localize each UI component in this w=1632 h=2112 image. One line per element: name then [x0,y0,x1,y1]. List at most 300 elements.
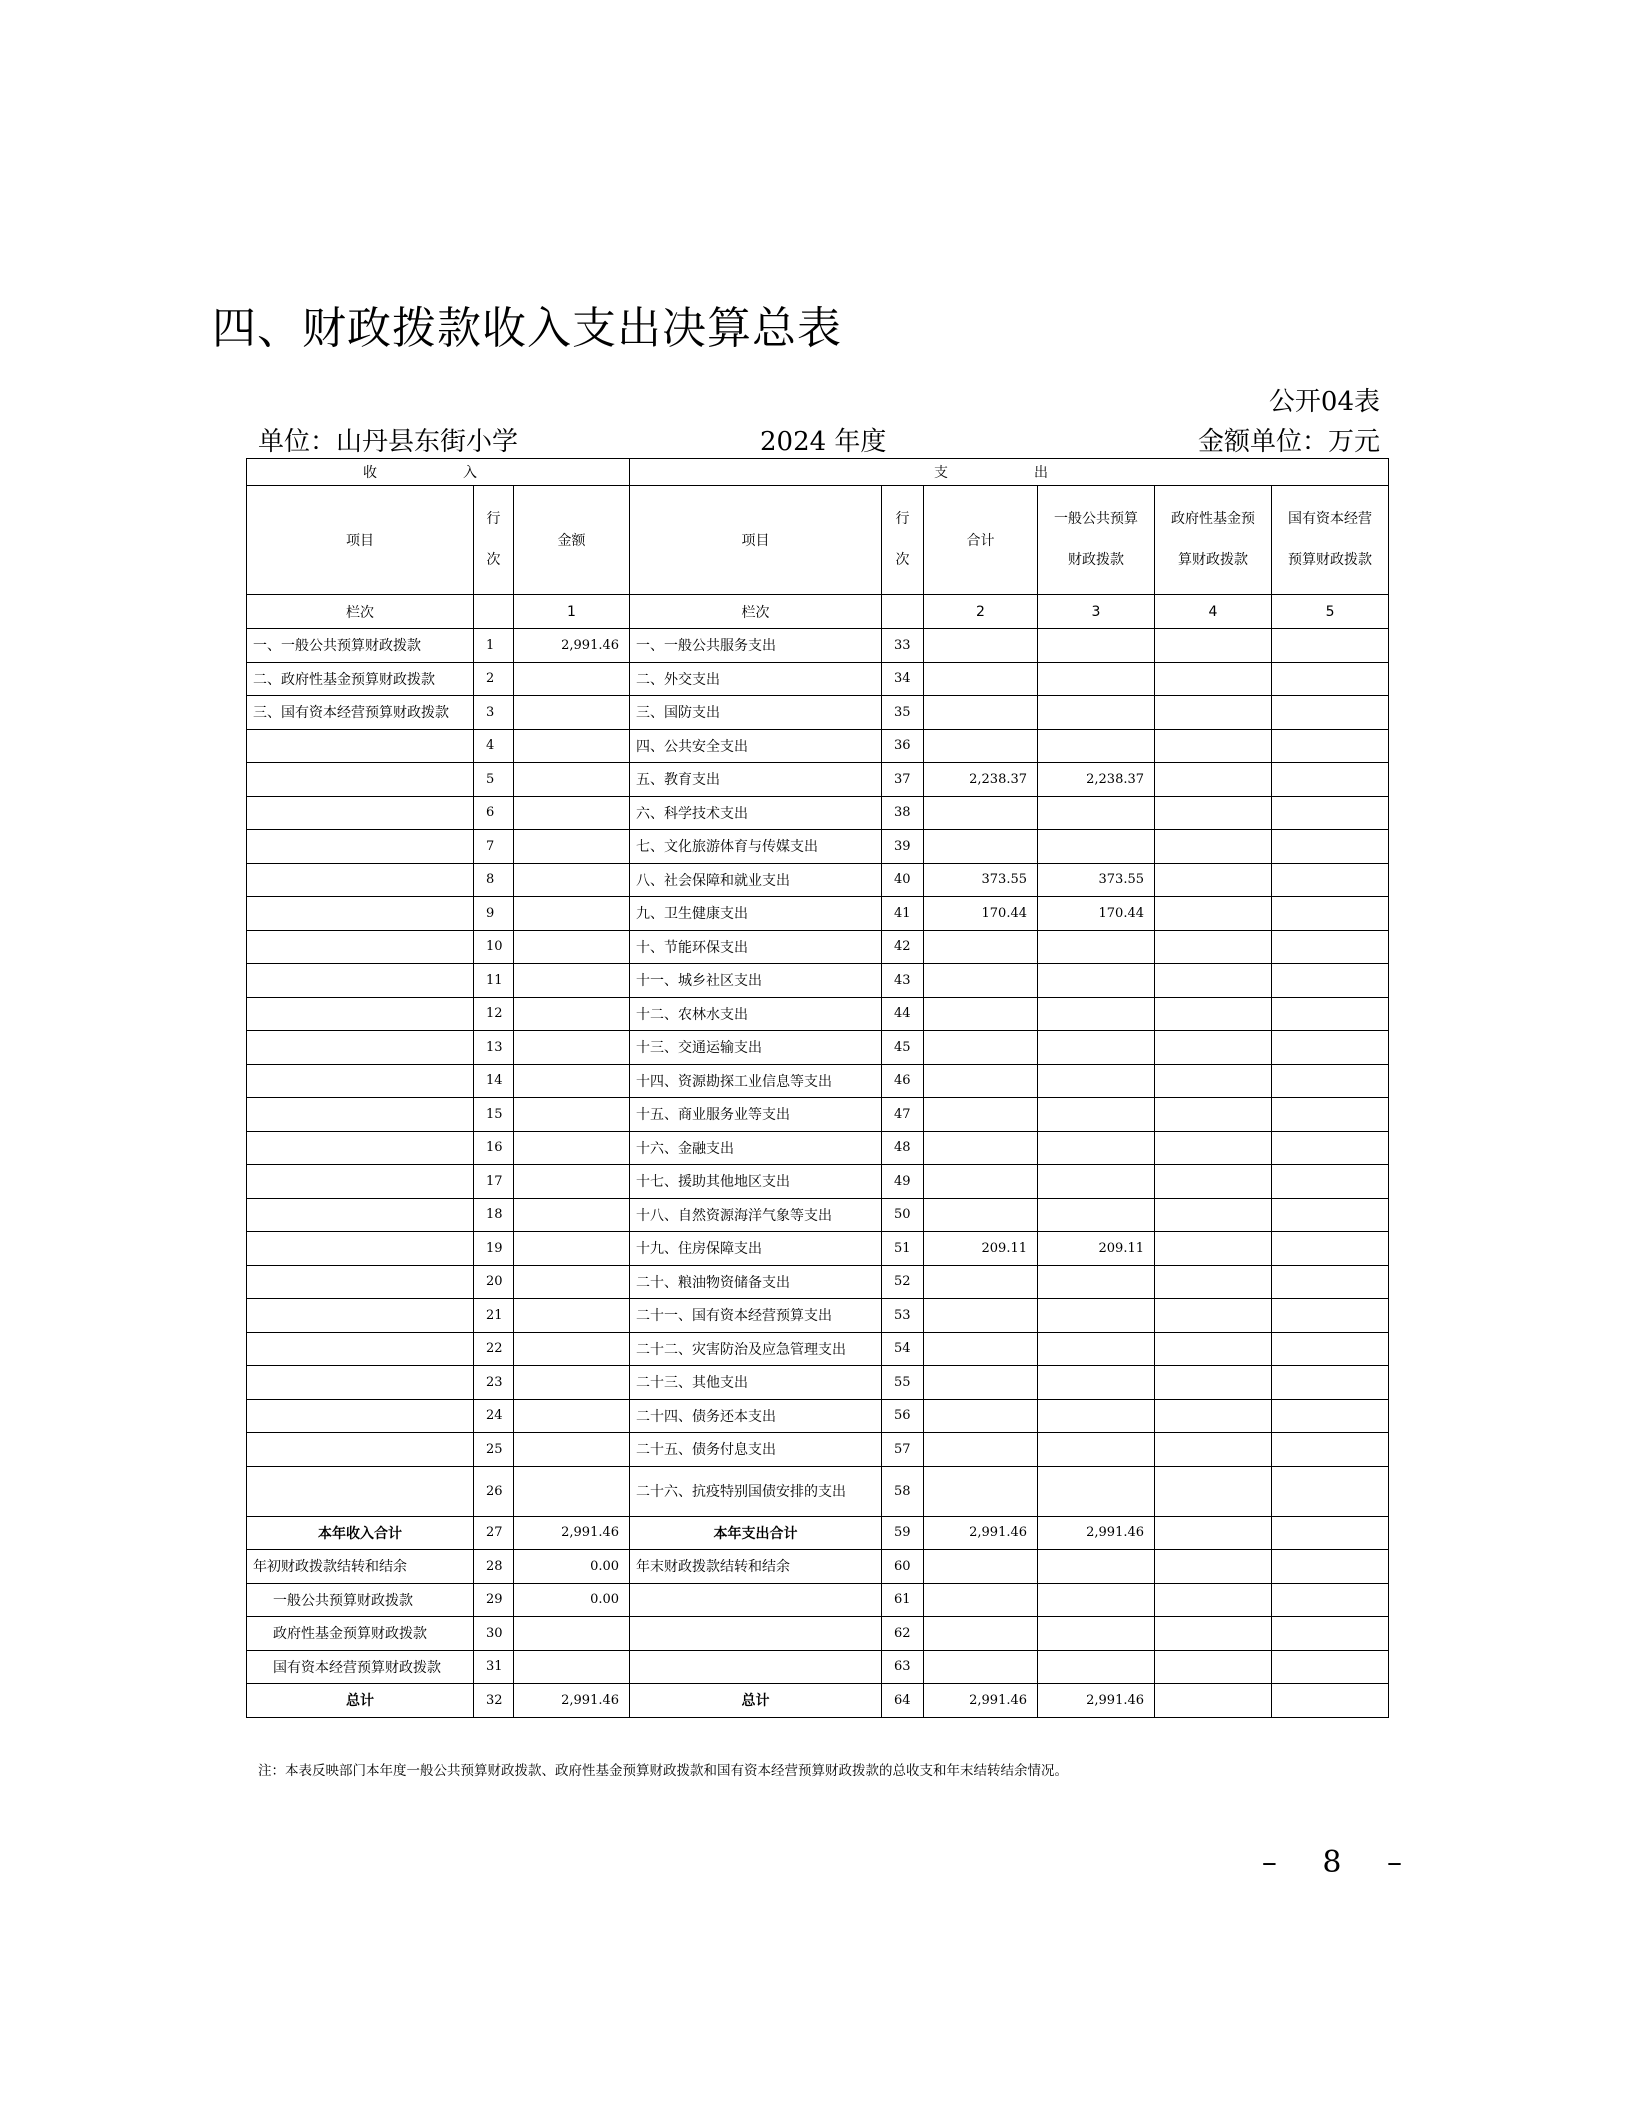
expense-general [1038,1265,1155,1299]
income-row-no: 6 [474,796,514,830]
income-row-no: 11 [474,964,514,998]
income-item [247,763,474,797]
expense-general [1038,830,1155,864]
expense-state [1272,830,1389,864]
table-row [247,863,1389,897]
expense-item: 十五、商业服务业等支出 [630,1098,882,1132]
expense-state [1272,629,1389,663]
expense-row-no: 39 [882,830,924,864]
income-amount [514,1131,630,1165]
expense-fund [1155,1064,1272,1098]
expense-state [1272,1031,1389,1065]
state-capital-header: 国有资本经营 预算财政拨款 [1272,486,1389,595]
income-amount [514,662,630,696]
expense-item: 二、外交支出 [630,662,882,696]
expense-general [1038,1466,1155,1516]
table-row [247,763,1389,797]
section-header-row [247,459,1389,486]
income-item [247,1399,474,1433]
income-item [247,1433,474,1467]
grand-total-row: 总计 32 2,991.46 总计 64 2,991.46 2,991.46 [247,1684,1389,1718]
income-amount [514,964,630,998]
expense-general [1038,1198,1155,1232]
expense-general [1038,1064,1155,1098]
expense-row-no: 58 [882,1466,924,1516]
table-row [247,1399,1389,1433]
expense-total [924,1265,1038,1299]
grand-expense-label: 总计 [630,1684,882,1718]
expense-item: 十三、交通运输支出 [630,1031,882,1065]
seq-label: 栏次 [630,595,882,629]
expense-item: 九、卫生健康支出 [630,897,882,931]
table-row [247,1433,1389,1467]
income-section-header: 收 入 [247,459,630,486]
expense-total: 170.44 [924,897,1038,931]
expense-item: 十一、城乡社区支出 [630,964,882,998]
expense-row-no: 42 [882,930,924,964]
table-row [247,964,1389,998]
table-row [247,930,1389,964]
table-note: 注：本表反映部门本年度一般公共预算财政拨款、政府性基金预算财政拨款和国有资本经营预算财政拨款的总收支和年末结转结余情况。 [258,1763,1068,1779]
expense-item: 十八、自然资源海洋气象等支出 [630,1198,882,1232]
expense-row-no: 57 [882,1433,924,1467]
expense-total [924,1399,1038,1433]
income-item [247,997,474,1031]
expense-row-no: 50 [882,1198,924,1232]
expense-fund [1155,1165,1272,1199]
income-item [247,729,474,763]
income-row-no: 24 [474,1399,514,1433]
expense-general [1038,1299,1155,1333]
expense-item: 十、节能环保支出 [630,930,882,964]
finance-table [246,458,1389,1718]
expense-state [1272,1232,1389,1266]
table-row [247,997,1389,1031]
expense-general [1038,1332,1155,1366]
expense-row-no: 38 [882,796,924,830]
expense-total [924,696,1038,730]
expense-row-no: 45 [882,1031,924,1065]
expense-fund [1155,796,1272,830]
expense-total [924,1131,1038,1165]
income-item [247,1265,474,1299]
table-row [247,1366,1389,1400]
income-row-no: 15 [474,1098,514,1132]
income-amount [514,1098,630,1132]
expense-fund [1155,830,1272,864]
income-item [247,863,474,897]
expense-total [924,1064,1038,1098]
expense-general [1038,1165,1155,1199]
expense-general [1038,696,1155,730]
expense-state [1272,1299,1389,1333]
expense-general [1038,997,1155,1031]
expense-fund [1155,1265,1272,1299]
income-amount-header: 金额 [514,486,630,595]
expense-fund [1155,696,1272,730]
expense-general [1038,796,1155,830]
form-number: 公开04表 [1268,387,1380,417]
income-amount [514,1064,630,1098]
income-amount [514,997,630,1031]
expense-state [1272,696,1389,730]
expense-total [924,796,1038,830]
expense-row-no: 54 [882,1332,924,1366]
balance-general-row: 一般公共预算财政拨款 29 0.00 61 [247,1583,1389,1617]
expense-total [924,1433,1038,1467]
table-row [247,1098,1389,1132]
income-item: 三、国有资本经营预算财政拨款 [247,696,474,730]
table-row [247,1332,1389,1366]
expense-item: 二十、粮油物资储备支出 [630,1265,882,1299]
expense-general [1038,1433,1155,1467]
seq-5: 5 [1272,595,1389,629]
expense-fund [1155,863,1272,897]
expense-fund [1155,1098,1272,1132]
income-amount [514,763,630,797]
table-row [247,1265,1389,1299]
expense-fund [1155,964,1272,998]
expense-row-no: 55 [882,1366,924,1400]
expense-row-no: 56 [882,1399,924,1433]
expense-row-no: 36 [882,729,924,763]
expense-fund [1155,1433,1272,1467]
column-header-row [247,486,1389,595]
expense-fund [1155,930,1272,964]
income-row-no: 19 [474,1232,514,1266]
expense-fund [1155,1198,1272,1232]
expense-state [1272,1131,1389,1165]
income-row-no: 9 [474,897,514,931]
expense-state [1272,1265,1389,1299]
expense-state [1272,997,1389,1031]
table-meta [258,421,1380,455]
income-amount [514,1466,630,1516]
income-row-no: 18 [474,1198,514,1232]
income-row-no: 10 [474,930,514,964]
expense-item: 十六、金融支出 [630,1131,882,1165]
income-amount [514,1299,630,1333]
year-label: 2024 年度 [760,427,887,457]
table-row [247,696,1389,730]
expense-row-no: 34 [882,662,924,696]
table-row [247,796,1389,830]
expense-total-header: 合计 [924,486,1038,595]
expense-general: 170.44 [1038,897,1155,931]
expense-general [1038,1031,1155,1065]
income-row-no: 3 [474,696,514,730]
expense-item: 十二、农林水支出 [630,997,882,1031]
table-row [247,1131,1389,1165]
income-row-no: 25 [474,1433,514,1467]
expense-state [1272,662,1389,696]
unit-label: 单位：山丹县东街小学 [258,427,519,457]
income-item [247,1299,474,1333]
income-item [247,1131,474,1165]
year-total-row: 本年收入合计 27 2,991.46 本年支出合计 59 2,991.46 2,991.46 [247,1516,1389,1550]
expense-general: 2,238.37 [1038,763,1155,797]
fund-budget-header: 政府性基金预 算财政拨款 [1155,486,1272,595]
year-income-total-label: 本年收入合计 [247,1516,474,1550]
expense-state [1272,930,1389,964]
table-row [247,1165,1389,1199]
income-amount [514,1198,630,1232]
income-amount [514,1165,630,1199]
expense-row-no: 47 [882,1098,924,1132]
income-item [247,1198,474,1232]
expense-item: 三、国防支出 [630,696,882,730]
table-row [247,662,1389,696]
expense-state [1272,729,1389,763]
income-item [247,1232,474,1266]
expense-total: 209.11 [924,1232,1038,1266]
expense-total [924,729,1038,763]
income-amount [514,796,630,830]
expense-item: 十九、住房保障支出 [630,1232,882,1266]
income-amount [514,863,630,897]
expense-row-no: 44 [882,997,924,1031]
seq-3: 3 [1038,595,1155,629]
income-row-no: 14 [474,1064,514,1098]
expense-fund [1155,763,1272,797]
table-row [247,629,1389,663]
expense-total [924,629,1038,663]
expense-total [924,662,1038,696]
expense-total [924,1031,1038,1065]
expense-state [1272,1198,1389,1232]
expense-item: 六、科学技术支出 [630,796,882,830]
balance-fund-row: 政府性基金预算财政拨款 30 62 [247,1617,1389,1651]
expense-item: 二十三、其他支出 [630,1366,882,1400]
income-amount [514,696,630,730]
expense-fund [1155,1031,1272,1065]
seq-1: 1 [514,595,630,629]
page-title: 四、财政拨款收入支出决算总表 [212,303,842,354]
expense-fund [1155,1131,1272,1165]
page-number: – 8 – [1261,1845,1420,1880]
table-row [247,1064,1389,1098]
income-row-no: 20 [474,1265,514,1299]
expense-item: 二十二、灾害防治及应急管理支出 [630,1332,882,1366]
income-row-no: 4 [474,729,514,763]
expense-row-no: 46 [882,1064,924,1098]
expense-row-no: 49 [882,1165,924,1199]
expense-fund [1155,1366,1272,1400]
expense-general [1038,629,1155,663]
income-item: 二、政府性基金预算财政拨款 [247,662,474,696]
expense-state [1272,863,1389,897]
income-row-no: 16 [474,1131,514,1165]
income-row-no: 21 [474,1299,514,1333]
expense-state [1272,1165,1389,1199]
income-item [247,964,474,998]
expense-state [1272,1098,1389,1132]
income-amount [514,930,630,964]
table-row [247,1232,1389,1266]
expense-general [1038,1131,1155,1165]
income-row-no: 12 [474,997,514,1031]
expense-item: 十七、援助其他地区支出 [630,1165,882,1199]
table-row [247,1198,1389,1232]
expense-general [1038,1098,1155,1132]
income-row-no: 8 [474,863,514,897]
expense-fund [1155,1232,1272,1266]
expense-item-header: 项目 [630,486,882,595]
expense-state [1272,763,1389,797]
expense-state [1272,1433,1389,1467]
expense-general: 209.11 [1038,1232,1155,1266]
expense-total [924,830,1038,864]
seq-2: 2 [924,595,1038,629]
expense-total [924,997,1038,1031]
expense-state [1272,964,1389,998]
expense-state [1272,897,1389,931]
expense-item: 七、文化旅游体育与传媒支出 [630,830,882,864]
expense-fund [1155,897,1272,931]
table-row [247,830,1389,864]
income-amount [514,1232,630,1266]
income-row-no: 17 [474,1165,514,1199]
income-item [247,1098,474,1132]
expense-general [1038,729,1155,763]
income-item-header: 项目 [247,486,474,595]
income-row-no: 23 [474,1366,514,1400]
expense-item: 八、社会保障和就业支出 [630,863,882,897]
expense-total [924,1299,1038,1333]
income-row-no: 13 [474,1031,514,1065]
expense-fund [1155,1399,1272,1433]
income-item [247,830,474,864]
money-unit-label: 金额单位：万元 [1197,427,1380,457]
expense-general [1038,1399,1155,1433]
expense-row-no: 48 [882,1131,924,1165]
income-amount [514,1433,630,1467]
expense-item: 二十一、国有资本经营预算支出 [630,1299,882,1333]
expense-item: 二十四、债务还本支出 [630,1399,882,1433]
expense-item: 五、教育支出 [630,763,882,797]
expense-item: 二十六、抗疫特别国债安排的支出 [630,1466,882,1516]
seq-4: 4 [1155,595,1272,629]
table-row [247,1299,1389,1333]
expense-total: 2,238.37 [924,763,1038,797]
expense-row-no: 53 [882,1299,924,1333]
expense-section-header: 支 出 [630,459,1389,486]
expense-general [1038,930,1155,964]
expense-total [924,1165,1038,1199]
expense-state [1272,1399,1389,1433]
balance-row: 年初财政拨款结转和结余 28 0.00 年末财政拨款结转和结余 60 [247,1550,1389,1584]
expense-row-no: 52 [882,1265,924,1299]
expense-item: 一、一般公共服务支出 [630,629,882,663]
expense-general [1038,662,1155,696]
income-item [247,1064,474,1098]
expense-row-no: 33 [882,629,924,663]
expense-row-no: 51 [882,1232,924,1266]
expense-item: 二十五、债务付息支出 [630,1433,882,1467]
expense-general [1038,964,1155,998]
expense-fund [1155,997,1272,1031]
income-amount [514,897,630,931]
income-row-no: 2 [474,662,514,696]
income-item [247,1165,474,1199]
seq-label: 栏次 [247,595,474,629]
income-item [247,897,474,931]
expense-row-no: 37 [882,763,924,797]
expense-state [1272,1332,1389,1366]
table-row [247,1031,1389,1065]
expense-general [1038,1366,1155,1400]
income-item [247,1366,474,1400]
expense-item: 四、公共安全支出 [630,729,882,763]
general-budget-header: 一般公共预算 财政拨款 [1038,486,1155,595]
income-row-no: 5 [474,763,514,797]
expense-fund [1155,729,1272,763]
expense-total [924,930,1038,964]
income-item [247,930,474,964]
expense-total [924,1332,1038,1366]
expense-item: 十四、资源勘探工业信息等支出 [630,1064,882,1098]
income-row-no: 1 [474,629,514,663]
expense-row-no-header: 行 次 [882,486,924,595]
table-row [247,897,1389,931]
table-row [247,729,1389,763]
income-amount [514,1265,630,1299]
income-amount [514,1031,630,1065]
expense-row-no: 41 [882,897,924,931]
year-expense-total-label: 本年支出合计 [630,1516,882,1550]
expense-state [1272,796,1389,830]
expense-fund [1155,662,1272,696]
expense-total [924,1098,1038,1132]
income-amount [514,729,630,763]
expense-total [924,1366,1038,1400]
income-row-no: 26 [474,1466,514,1516]
income-item [247,1031,474,1065]
expense-state [1272,1064,1389,1098]
balance-state-row: 国有资本经营预算财政拨款 31 63 [247,1650,1389,1684]
expense-fund [1155,1299,1272,1333]
expense-fund [1155,1466,1272,1516]
income-row-no: 7 [474,830,514,864]
expense-state [1272,1466,1389,1516]
income-amount [514,830,630,864]
column-seq-row [247,595,1389,629]
expense-fund [1155,629,1272,663]
income-item [247,1466,474,1516]
table-row [247,1466,1389,1516]
expense-total [924,964,1038,998]
expense-row-no: 43 [882,964,924,998]
income-item [247,1332,474,1366]
income-amount [514,1332,630,1366]
grand-income-label: 总计 [247,1684,474,1718]
income-item [247,796,474,830]
income-amount: 2,991.46 [514,629,630,663]
income-row-no-header: 行 次 [474,486,514,595]
expense-row-no: 40 [882,863,924,897]
expense-fund [1155,1332,1272,1366]
expense-total [924,1466,1038,1516]
income-row-no: 22 [474,1332,514,1366]
income-amount [514,1366,630,1400]
expense-state [1272,1366,1389,1400]
income-item: 一、一般公共预算财政拨款 [247,629,474,663]
income-amount [514,1399,630,1433]
expense-row-no: 35 [882,696,924,730]
expense-general: 373.55 [1038,863,1155,897]
expense-total: 373.55 [924,863,1038,897]
expense-total [924,1198,1038,1232]
